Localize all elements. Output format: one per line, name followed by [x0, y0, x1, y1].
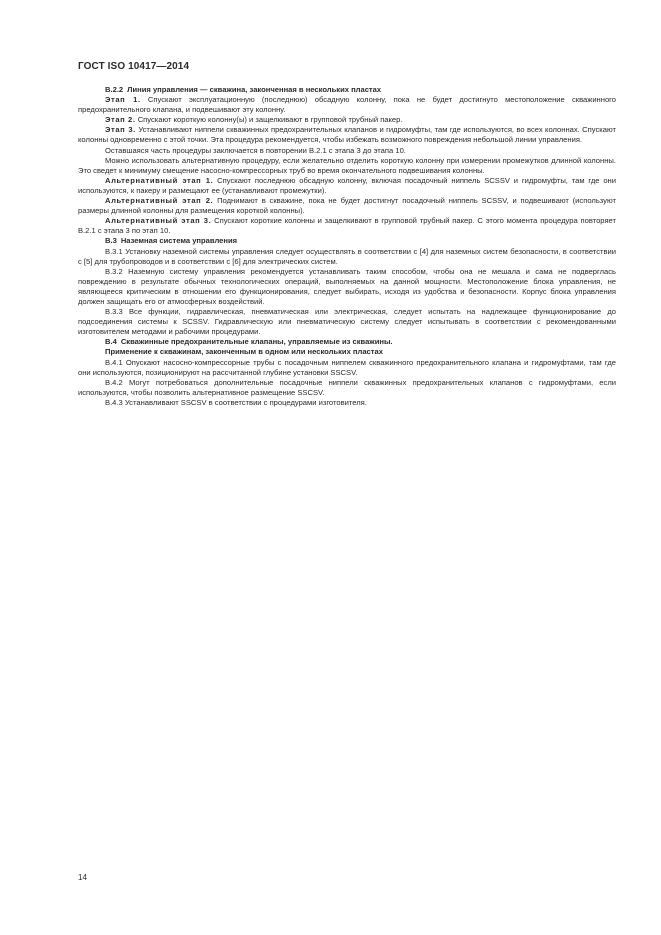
section-number: В.4 [105, 337, 117, 347]
section-title: Скважинные предохранительные клапаны, управляемые из скважины. [120, 337, 393, 347]
section-title: Наземная система управления [120, 236, 238, 246]
paragraph: Альтернативный этап 1. Спускают последнюю обсадную колонну, включая посадочный ниппель SCSSV и гидромуфты, там где они используются, к пакеру и размещают ее (устанавливают промежутки). [78, 175, 616, 195]
paragraph: Альтернативный этап 3. Спускают короткие колонны и защелкивают в групповой трубный пакер. С этого момента процедура повторяет В.2.1 с этапа 3 по этап 10. [78, 216, 617, 236]
paragraph: Этап 1. Спускают эксплуатационную (последнюю) обсадную колонну, пока не будет достигнуто местоположение скважинного предохранительного клапана, и подвешивают эту колонну. [78, 95, 616, 115]
section-heading-b3 [78, 236, 616, 246]
paragraph: В.4.1 Опускают насосно-компрессорные трубы с посадочным ниппелем скважинного предохранительного клапана и гидромуфтами, там где они используются, позиционируют на рассчитанной глубине установки SSCSV. [78, 357, 616, 377]
section-number: В.3 [105, 236, 117, 246]
paragraph: В.4.3 Устанавливают SSCSV в соответствии с процедурами изготовителя. [105, 397, 367, 407]
paragraph: В.3.3 Все функции, гидравлическая, пневматическая или электрическая, следует испытать на надлежащее функционирование до подсоединения системы к SCSSV. Гидравлическую или пневматическую систему следует испытывать в соответствии с рекомендованными изготовителем методами и рабочими процедурами. [78, 307, 616, 337]
paragraph: Этап 2. Спускают короткую колонну(ы) и защелкивают в групповой трубный пакер. [105, 115, 403, 125]
paragraph: Альтернативный этап 2. Поднимают в скважине, пока не будет достигнут посадочный ниппель SCSSV, и подвешивают (используют размеры длинной колонны для размещения короткой колонны). [78, 196, 616, 216]
paragraph: Этап 3. Устанавливают ниппели скважинных предохранительных клапанов и гидромуфты, там где используются, во всех колоннах. Спускают колонны одновременно с этой точки. Эта процедура рекомендуется, чтобы избежать возможного повреждения небольшой линии управления. [78, 125, 617, 145]
section-number: В.2.2 [105, 85, 124, 94]
paragraph: В.3.2 Наземную систему управления рекомендуется устанавливать таким способом, чтобы она не мешала и сама не подверглась повреждению в результате обычных технологических операций, выполняемых на данной мощности. Местоположение блока управления, не являющееся критическим в отношении его функционирования, следует выбирать, исходя из удобства и безопасности. Корпус блока управления должен защищать его от атмосферных воздействий. [78, 266, 616, 306]
section-heading-b22 [78, 85, 616, 95]
paragraph: Можно использовать альтернативную процедуру, если желательно отделить короткую колонну при измерении промежутков длинной колонны. Это сведет к минимуму смещение насосно-компрессорных труб во время окончательного подвешивания колонны. [78, 155, 616, 175]
paragraph: В.3.1 Установку наземной системы управления следует осуществлять в соответствии с [4] для наземных систем безопасности, в соответствии с [5] для трубопроводов и в соответствии с [6] для электрических систем. [78, 246, 616, 266]
paragraph: В.4.2 Могут потребоваться дополнительные посадочные ниппели скважинных предохранительных клапанов с гидромуфтами, если используются, чтобы позволить альтернативное размещение SSCSV. [78, 377, 616, 397]
paragraph: Оставшаяся часть процедуры заключается в повторении В.2.1 с этапа 3 до этапа 10. [105, 145, 406, 155]
section-title: Линия управления — скважина, законченная в нескольких пластах [127, 85, 382, 94]
section-subtitle: Применение к скважинам, законченным в одном или нескольких пластах [105, 347, 383, 357]
document-body [78, 85, 616, 408]
section-heading-b4 [78, 337, 616, 347]
page-number: 14 [78, 873, 87, 882]
document-header: ГОСТ ISO 10417—2014 [78, 61, 190, 72]
